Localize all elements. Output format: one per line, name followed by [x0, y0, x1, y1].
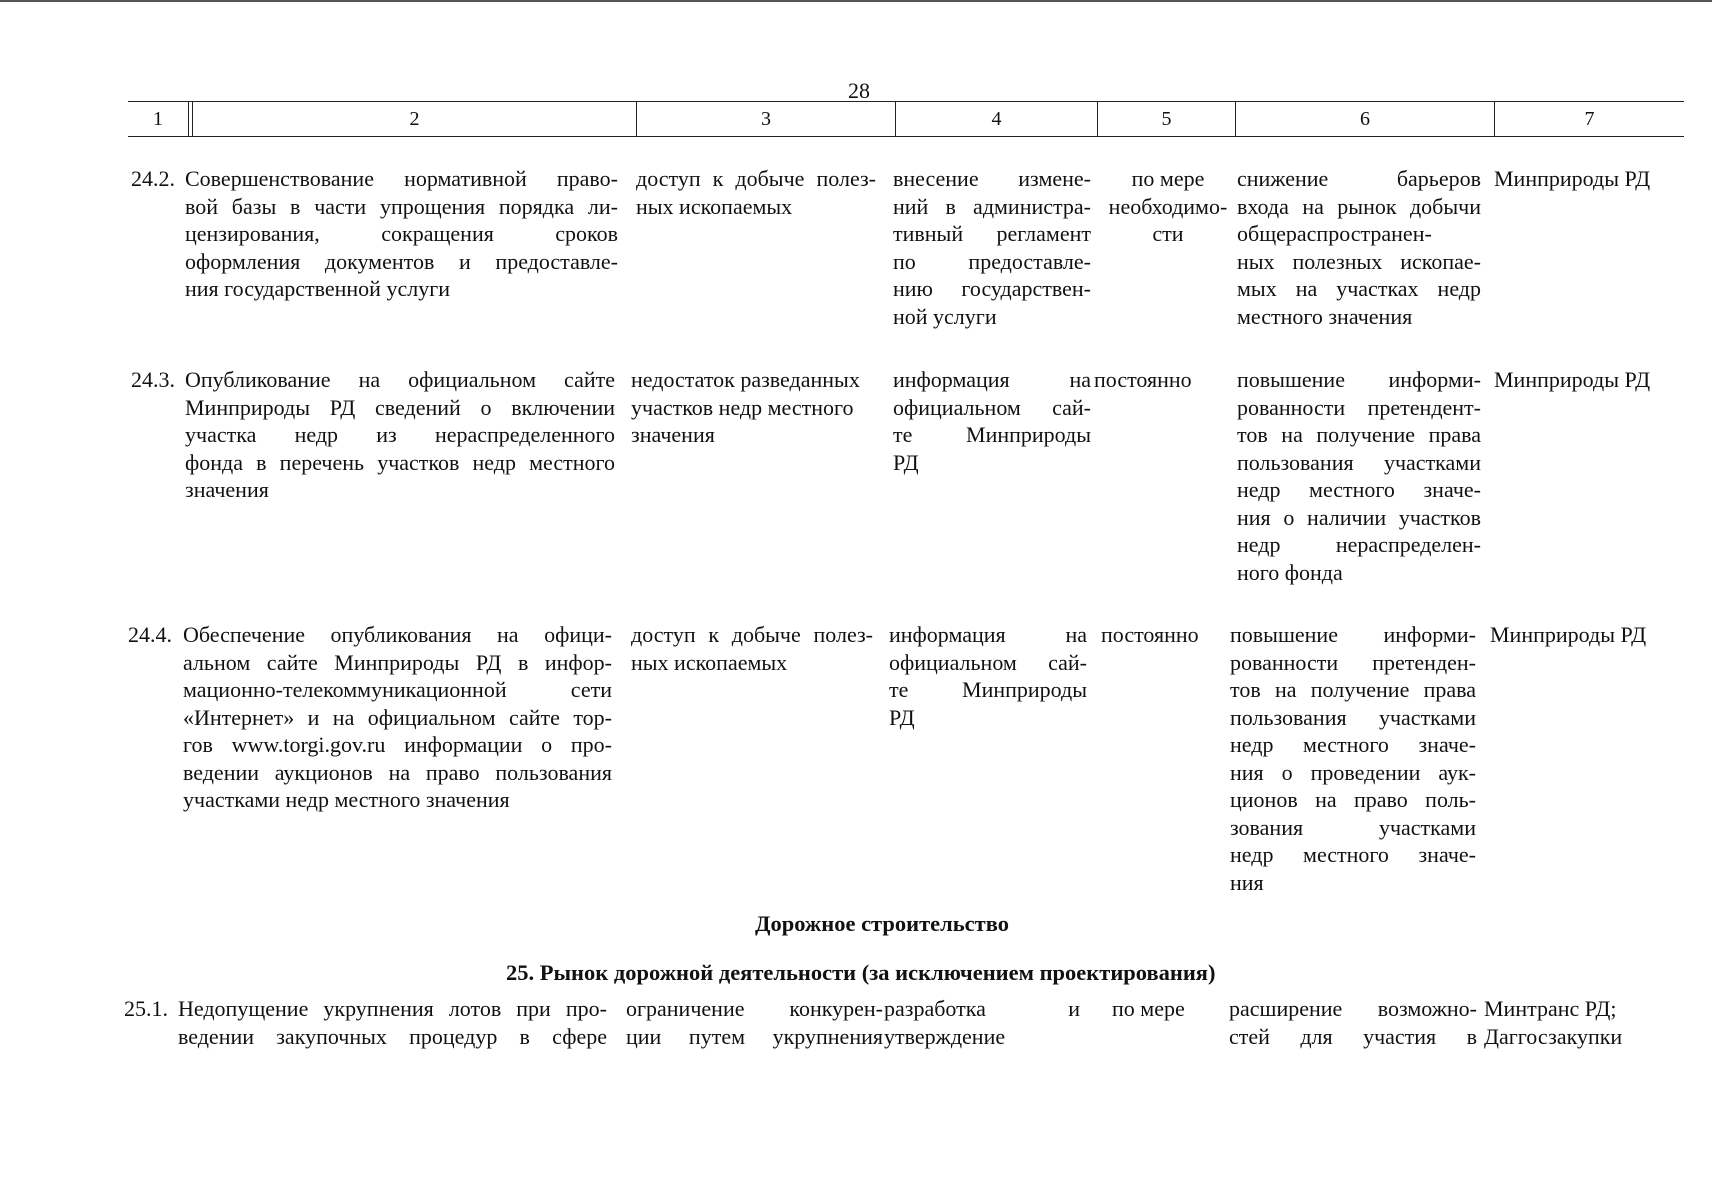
expected-outcome: повышение информи- рованности претендент- тов на получение права пользования участками недр местного значе- ния о наличии участков недр нераспределен- ного фонда	[1237, 367, 1481, 585]
column-header-2: 2	[192, 102, 636, 136]
column-number-header	[128, 101, 1684, 137]
deadline: постоянно	[1094, 367, 1192, 392]
responsible-agency: Минприроды РД	[1494, 367, 1651, 392]
result-description: разработка и утверждение	[884, 996, 1080, 1049]
column-header-6: 6	[1235, 102, 1494, 136]
result-description: внесение измене- ний в администра- тивный регламент по предоставле- нию государствен- ной услуги	[893, 166, 1091, 329]
row-number: 24.4.	[128, 622, 172, 647]
expected-outcome: снижение барьеров входа на рынок добычи общераспространен- ных полезных ископае- мых на участках недр местного значения	[1237, 166, 1481, 329]
responsible-agency: Минприроды РД	[1494, 166, 1651, 191]
problem-description: доступ к добыче полез- ных ископаемых	[636, 166, 876, 219]
column-header-4: 4	[895, 102, 1097, 136]
result-description: информация на официальном сай- те Минприроды РД	[893, 367, 1091, 475]
row-number: 24.3.	[131, 367, 175, 392]
measure-description: Обеспечение опубликования на офици- альном сайте Минприроды РД в инфор- мационно-телекоммуникационной сети «Интернет» и на официальном сайте тор- гов www.torgi.gov.ru информации о про- ведении аукционов на право пользования участками недр местного значения	[183, 622, 612, 812]
deadline: по мере	[1112, 996, 1185, 1021]
column-header-3: 3	[636, 102, 895, 136]
measure-description: Совершенствование нормативной право- вой базы в части упрощения порядка ли- цензирования, сокращения сроков оформления документов и предоставле- ния государственной услуги	[185, 166, 618, 301]
deadline: постоянно	[1101, 622, 1199, 647]
column-header-7: 7	[1494, 102, 1684, 136]
row-number: 25.1.	[124, 996, 168, 1021]
row-number: 24.2.	[131, 166, 175, 191]
subsection-heading: 25. Рынок дорожной деятельности (за исключением проектирования)	[506, 960, 1216, 985]
page-number: 28	[848, 78, 870, 103]
problem-description: недостаток разведанных участков недр местного значения	[631, 367, 860, 447]
expected-outcome: повышение информи- рованности претенден- тов на получение права пользования участками недр местного значе- ния о проведении аук- ционов на право поль- зования участками недр местного значе- ния	[1230, 622, 1476, 895]
result-description: информация на официальном сай- те Минприроды РД	[889, 622, 1087, 730]
measure-description: Недопущение укрупнения лотов при про- ведении закупочных процедур в сфере	[178, 996, 607, 1049]
section-heading: Дорожное строительство	[755, 911, 1009, 936]
problem-description: ограничение конкурен- ции путем укрупнения	[626, 996, 883, 1049]
measure-description: Опубликование на официальном сайте Минприроды РД сведений о включении участка недр из нераспределенного фонда в перечень участков недр местного значения	[185, 367, 615, 502]
column-header-1: 1	[153, 107, 163, 130]
scan-edge-line	[0, 0, 1712, 2]
column-header-5: 5	[1097, 102, 1235, 136]
problem-description: доступ к добыче полез- ных ископаемых	[631, 622, 873, 675]
deadline: по мере необходимо- сти	[1108, 166, 1228, 246]
expected-outcome: расширение возможно- стей для участия в	[1229, 996, 1477, 1049]
responsible-agency: Минтранс РД; Даггосзакупки	[1484, 996, 1623, 1049]
responsible-agency: Минприроды РД	[1490, 622, 1647, 647]
